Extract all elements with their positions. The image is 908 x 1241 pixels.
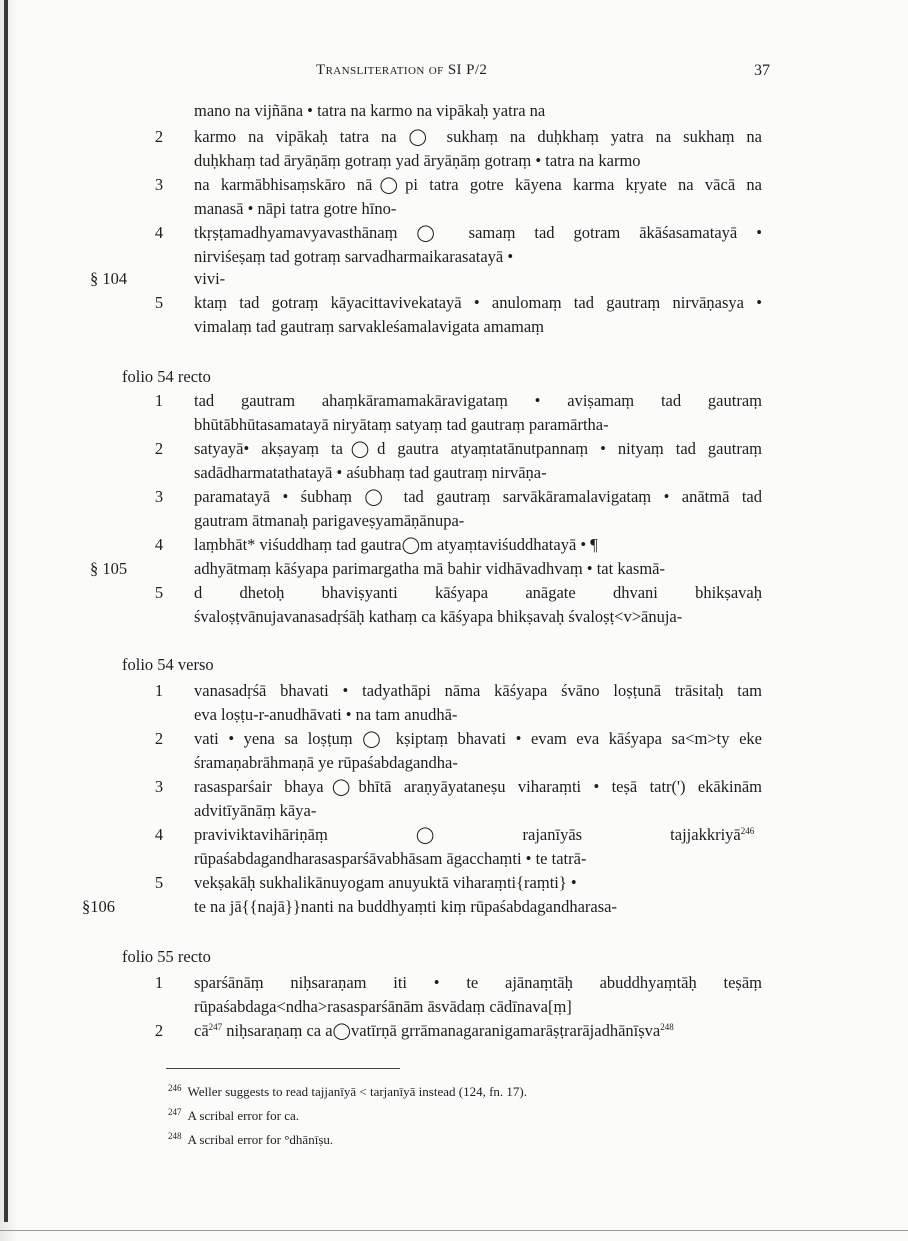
page-gutter-shadow [0,0,18,1241]
footnote-number: 247 [168,1107,182,1117]
line-number: 5 [154,293,164,312]
line-number: 3 [154,777,164,796]
line-number: 5 [154,873,164,892]
line-number: 4 [154,535,164,554]
line-number: 2 [154,439,164,458]
line-number: 2 [154,127,164,146]
binding-edge [4,0,8,1222]
footnote-ref: 248 [660,1022,674,1032]
footnote-ref: 247 [208,1022,223,1032]
line-number: 3 [154,487,164,506]
footnote-number: 248 [168,1131,182,1141]
footnote: $^{247}$ A scribal error for ca. [168,1107,300,1123]
line-number: 4 [154,223,164,242]
line-number: 4 [154,825,164,844]
footnote-ref: 246 [740,826,755,836]
line-number: 1 [154,391,164,410]
line-number: 1 [154,973,164,992]
section-marker: § 104 [90,269,128,288]
scan-bottom-edge [0,1230,908,1231]
line-number: 3 [154,175,164,194]
footnote: $^{248}$ A scribal error for °dhānīṣu. [168,1131,334,1147]
running-title: Transliteration of SI P/2 [316,62,488,78]
page-number: 37 [754,62,770,79]
line-number: 1 [154,681,164,700]
line-number: 2 [154,729,164,748]
line-number: 2 [154,1021,164,1040]
line-number: 5 [154,583,164,602]
section-marker: §106 [82,897,115,916]
footnote-number: 246 [168,1083,182,1093]
footnote-rule [166,1068,400,1069]
footnote: $^{246}$ Weller suggests to read tajjanīyā < tarjanīyā instead (124, fn. 17). [168,1083,527,1099]
section-marker: § 105 [90,559,128,578]
